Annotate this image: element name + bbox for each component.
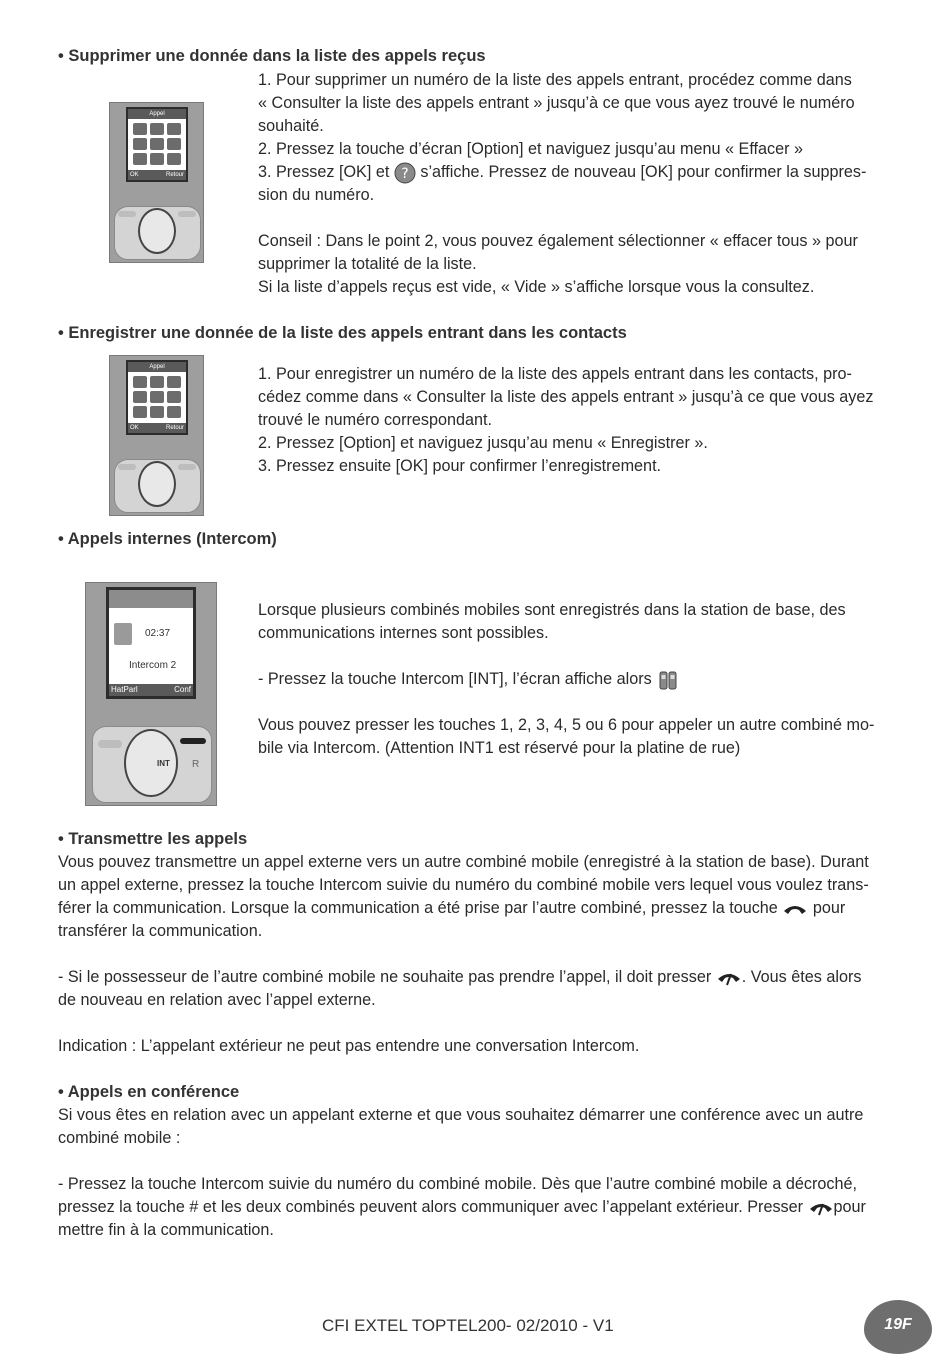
intercom-press-line: - Pressez la touche Intercom [INT], l’écran affiche alors <box>258 668 874 691</box>
phone-handset-icon <box>782 902 808 916</box>
delete-step-2: 2. Pressez la touche d’écran [Option] et naviguez jusqu’au menu « Effacer » <box>258 140 804 158</box>
softkey-handsfree: HatParl <box>111 685 138 694</box>
section-heading-save: • Enregistrer une donnée de la liste des appels entrant dans les contacts <box>58 324 627 342</box>
page-number-badge <box>864 1300 932 1354</box>
conference-text-2: combiné mobile : <box>58 1129 181 1147</box>
save-step-1b: cédez comme dans « Consulter la liste des appels entrant » jusqu’à ce que vous ayez <box>258 388 874 406</box>
footer-text: CFI EXTEL TOPTEL200- 02/2010 - V1 <box>322 1316 614 1335</box>
intercom-text-1: Lorsque plusieurs combinés mobiles sont enregistrés dans la station de base, des <box>258 601 846 619</box>
save-step-1a: 1. Pour enregistrer un numéro de la liste des appels entrant dans les contacts, pro- <box>258 365 852 383</box>
conference-text-1: Si vous êtes en relation avec un appelant externe et que vous souhaitez démarrer une conférence avec un autre <box>58 1106 864 1124</box>
menu-title: Appel <box>149 111 165 117</box>
section-heading-conference: • Appels en conférence <box>58 1083 240 1101</box>
save-step-1c: trouvé le numéro correspondant. <box>258 411 492 429</box>
transfer-text-4: transférer la communication. <box>58 922 263 940</box>
delete-tip-3: Si la liste d’appels reçus est vide, « Vide » s’affiche lorsque vous la consultez. <box>258 278 815 296</box>
phone-menu-illustration <box>109 102 204 263</box>
conference-press-cont: mettre fin à la communication. <box>58 1221 274 1239</box>
delete-step-3: 3. Pressez [OK] et ? s’affiche. Pressez de nouveau [OK] pour confirmer la suppres- <box>258 163 867 182</box>
menu-title-2: Appel <box>149 364 165 370</box>
softkey-back-2: Retour <box>165 425 184 431</box>
conference-press-2: pressez la touche # et les deux combinés peuvent alors communiquer avec l’appelant extérieur. Presser pour <box>58 1198 866 1216</box>
intercom-text-4: bile via Intercom. (Attention INT1 est réservé pour la platine de rue) <box>258 739 741 757</box>
transfer-decline: - Si le possesseur de l’autre combiné mobile ne souhaite pas prendre l’appel, il doit presser . Vous êtes alors <box>58 968 862 986</box>
section-heading-delete: • Supprimer une donnée dans la liste des appels reçus <box>58 47 486 65</box>
softkey-ok: OK <box>130 172 139 178</box>
softkey-back: Retour <box>165 172 184 178</box>
help-icon <box>394 162 416 184</box>
menu-icon-grid-2 <box>133 376 181 418</box>
softkey-conf: Conf <box>174 685 191 694</box>
int-key-label: INT <box>157 759 170 768</box>
delete-step-1c: souhaité. <box>258 117 324 135</box>
softkey-ok-2: OK <box>130 425 139 431</box>
phone-intercom-illustration <box>85 582 217 806</box>
svg-text:?: ? <box>401 165 409 182</box>
section-heading-intercom: • Appels internes (Intercom) <box>58 530 277 548</box>
phone-menu-illustration-2 <box>109 355 204 516</box>
delete-tip-2: supprimer la totalité de la liste. <box>258 255 477 273</box>
save-step-3: 3. Pressez ensuite [OK] pour confirmer l’enregistrement. <box>258 457 662 475</box>
delete-step-3-cont: sion du numéro. <box>258 186 375 204</box>
transfer-text-2: un appel externe, pressez la touche Intercom suivie du numéro du combiné mobile vers lequel vous voulez trans- <box>58 876 869 894</box>
intercom-text-2: communications internes sont possibles. <box>258 624 549 642</box>
r-key-label: R <box>192 759 200 770</box>
transfer-text-3: férer la communication. Lorsque la communication a été prise par l’autre combiné, pressez la touche pour <box>58 899 846 917</box>
transfer-decline-cont: de nouveau en relation avec l’appel externe. <box>58 991 376 1009</box>
delete-step-1a: 1. Pour supprimer un numéro de la liste des appels entrant, procédez comme dans <box>258 71 852 89</box>
transfer-text-1: Vous pouvez transmettre un appel externe vers un autre combiné mobile (enregistré à la station de base). Durant <box>58 853 869 871</box>
transfer-note: Indication : L’appelant extérieur ne peut pas entendre une conversation Intercom. <box>58 1037 640 1055</box>
menu-icon-grid <box>133 123 181 165</box>
intercom-label: Intercom 2 <box>129 660 177 671</box>
delete-tip-1: Conseil : Dans le point 2, vous pouvez également sélectionner « effacer tous » pour <box>258 232 858 250</box>
hang-up-icon <box>808 1200 834 1216</box>
section-heading-transfer: • Transmettre les appels <box>58 830 248 848</box>
intercom-time: 02:37 <box>145 628 171 639</box>
save-step-2: 2. Pressez [Option] et naviguez jusqu’au menu « Enregistrer ». <box>258 434 708 452</box>
intercom-text-3: Vous pouvez presser les touches 1, 2, 3, 4, 5 ou 6 pour appeler un autre combiné mo- <box>258 716 875 734</box>
delete-step-1b: « Consulter la liste des appels entrant » jusqu’à ce que vous ayez trouvé le numéro <box>258 94 855 112</box>
conference-press-1: - Pressez la touche Intercom suivie du numéro du combiné mobile. Dès que l’autre combiné mobile a décroché, <box>58 1175 857 1193</box>
hang-up-icon <box>716 970 742 986</box>
intercom-handsets-icon <box>656 669 680 691</box>
page-number: 19F <box>884 1316 912 1333</box>
